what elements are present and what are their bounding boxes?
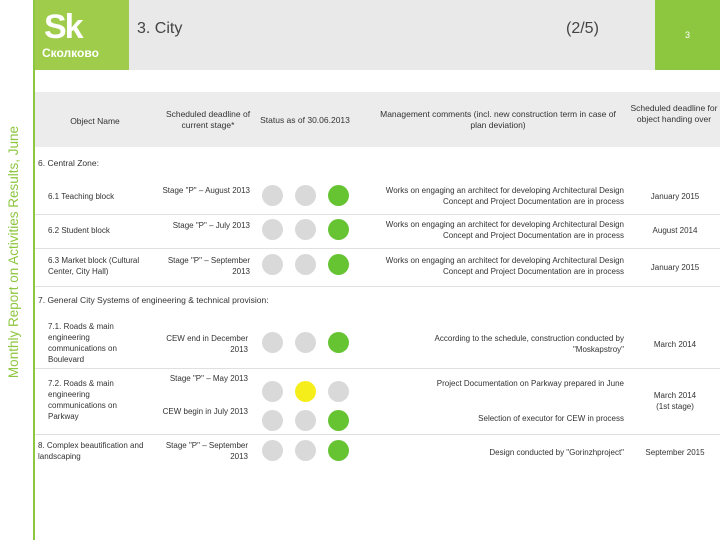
logo-name: Сколково	[42, 46, 99, 60]
row-comment: Works on engaging an architect for developing Architectural Design Concept and Project Documentation are in process	[385, 256, 624, 276]
row-divider	[35, 248, 720, 249]
status-light	[295, 410, 316, 431]
row-stage-secondary: CEW begin in July 2013	[162, 407, 248, 416]
status-light	[262, 254, 283, 275]
row-deadline: August 2014	[652, 226, 698, 235]
row-name: 7.1. Roads & main engineering communications on Boulevard	[48, 322, 117, 364]
row-stage: Stage "P" – July 2013	[172, 221, 250, 230]
status-light	[328, 219, 349, 240]
status-light	[262, 185, 283, 206]
status-light	[328, 410, 349, 431]
status-light	[295, 440, 316, 461]
status-light	[295, 185, 316, 206]
row-name: 7.2. Roads & main engineering communications on Parkway	[48, 379, 117, 421]
section-general-systems: 7. General City Systems of engineering & technical provision:	[38, 295, 269, 305]
status-light	[295, 332, 316, 353]
row-name: 8. Complex beautification and landscaping	[38, 441, 144, 461]
row-comment: Design conducted by "Gorinzhproject"	[489, 448, 624, 457]
row-divider	[35, 434, 720, 435]
row-name: 6.1 Teaching block	[48, 192, 115, 201]
row-comment: Works on engaging an architect for developing Architectural Design Concept and Project Documentation are in process	[385, 220, 624, 240]
status-light	[262, 440, 283, 461]
row-stage: Stage "P" – May 2013	[169, 374, 248, 383]
row-stage: Stage "P" – September 2013	[165, 441, 248, 461]
col-stage-deadline: Scheduled deadline of current stage*	[165, 109, 251, 130]
page-title: 3. City	[137, 20, 183, 37]
logo-mark: Sk	[44, 8, 82, 46]
report-side-title: Monthly Report on Activities Results, June	[6, 125, 21, 379]
row-name: 6.3 Market block (Cultural Center, City Hall)	[48, 256, 140, 276]
status-light	[295, 254, 316, 275]
status-light	[262, 219, 283, 240]
row-stage: Stage "P" – August 2013	[162, 186, 250, 195]
row-comment: According to the schedule, construction conducted by "Moskapstroy"	[434, 334, 624, 354]
row-deadline: September 2015	[645, 448, 705, 457]
col-handover-deadline: Scheduled deadline for object handing over	[630, 103, 718, 124]
row-comment-secondary: Selection of executor for CEW in process	[478, 414, 624, 423]
section-central-zone: 6. Central Zone:	[38, 158, 99, 168]
row-deadline: January 2015	[650, 263, 700, 272]
status-light	[328, 440, 349, 461]
row-deadline-sub: (1st stage)	[656, 402, 694, 411]
col-object-name: Object Name	[70, 116, 120, 126]
row-deadline: March 2014	[653, 391, 697, 400]
status-light	[262, 332, 283, 353]
status-light	[328, 254, 349, 275]
status-light	[328, 185, 349, 206]
status-light	[262, 410, 283, 431]
row-deadline: March 2014	[653, 340, 697, 349]
col-status: Status as of 30.06.2013	[260, 115, 350, 125]
status-light	[328, 381, 349, 402]
status-light	[262, 381, 283, 402]
page-counter: (2/5)	[566, 20, 599, 37]
col-comments: Management comments (incl. new construction term in case of plan deviation)	[380, 109, 616, 130]
row-divider	[35, 214, 720, 215]
status-light	[295, 219, 316, 240]
row-divider	[35, 286, 720, 287]
status-light	[295, 381, 316, 402]
row-name: 6.2 Student block	[48, 226, 110, 235]
row-deadline: January 2015	[650, 192, 700, 201]
status-light	[328, 332, 349, 353]
row-comment: Project Documentation on Parkway prepared in June	[436, 379, 624, 388]
row-stage: CEW end in December 2013	[166, 334, 248, 354]
row-comment: Works on engaging an architect for developing Architectural Design Concept and Project Documentation are in process	[385, 186, 624, 206]
slide-number: 3	[684, 30, 690, 40]
row-stage: Stage "P" – September 2013	[167, 256, 250, 276]
row-divider	[35, 368, 720, 369]
